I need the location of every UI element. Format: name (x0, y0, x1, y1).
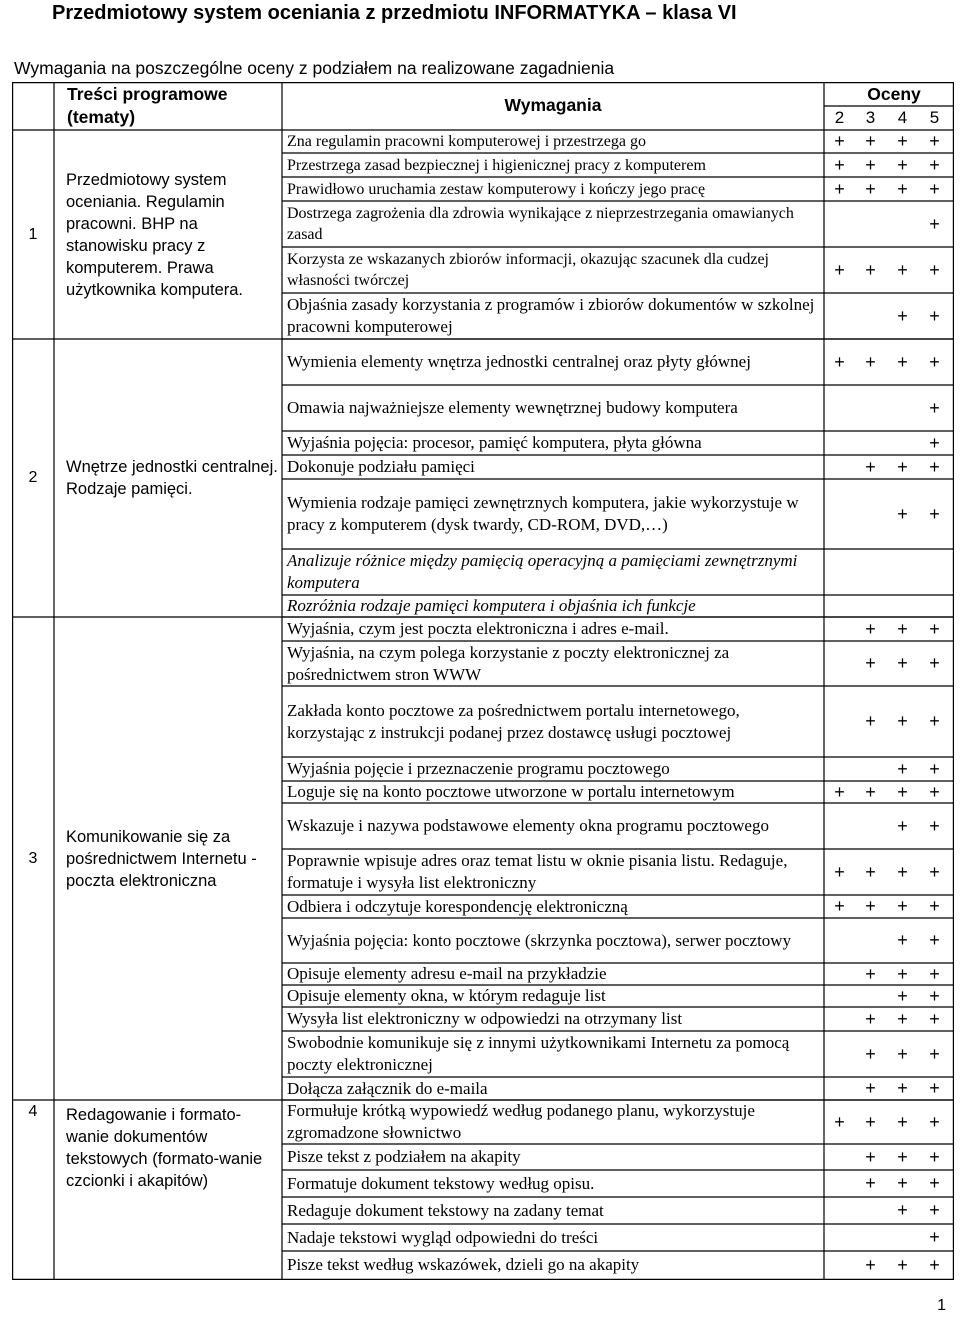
grade-col-5: 5 (929, 108, 940, 127)
page-number: 1 (937, 1297, 946, 1314)
grade-mark-4: + (897, 1078, 908, 1098)
requirement-text: Wymienia rodzaje pamięci zewnętrznych komputera, jakie wykorzystuje w pracy z komputerem (dysk twardy, CD-ROM, DVD,…) (287, 493, 799, 534)
grade-mark-5: + (929, 432, 940, 453)
grade-mark-5: + (929, 930, 940, 950)
grade-mark-3: + (865, 456, 876, 477)
header-grades: Oceny (867, 84, 921, 104)
requirement-text: Dokonuje podziału pamięci (287, 457, 475, 476)
grade-mark-4: + (897, 1146, 908, 1167)
grade-mark-4: + (897, 456, 908, 477)
grade-mark-5: + (929, 154, 940, 175)
grade-mark-3: + (865, 618, 876, 639)
requirements-table (12, 82, 954, 1280)
header-topics-label: Treści programowe (tematy) (67, 84, 228, 127)
requirement-text: Pisze tekst według wskazówek, dzieli go na akapity (287, 1255, 640, 1274)
requirement-text: Opisuje elementy okna, w którym redaguje list (287, 986, 606, 1005)
requirement-text: Dołącza załącznik do e-maila (287, 1078, 488, 1098)
requirement-text: Wysyła list elektroniczny w odpowiedzi na otrzymany list (287, 1009, 683, 1028)
grade-mark-4: + (897, 178, 908, 199)
requirement-text: Pisze tekst z podziałem na akapity (287, 1147, 521, 1166)
grade-mark-2: + (834, 178, 845, 199)
grade-mark-2: + (834, 896, 845, 916)
grade-mark-4: + (897, 653, 908, 673)
grade-mark-5: + (929, 503, 940, 524)
grade-col-4: 4 (897, 108, 908, 127)
grade-mark-5: + (929, 861, 940, 882)
grade-mark-5: + (929, 815, 940, 836)
grade-mark-3: + (865, 178, 876, 199)
requirement-text: Formułuje krótką wypowiedź według podanego planu, wykorzystuje zgromadzone słownictwo (287, 1101, 755, 1142)
grade-mark-4: + (897, 711, 908, 731)
header-requirements (282, 82, 824, 130)
grade-mark-5: + (929, 1254, 940, 1275)
grade-mark-4: + (897, 985, 908, 1006)
grade-mark-4: + (897, 305, 908, 326)
requirement-text: Wyjaśnia pojęcie i przeznaczenie programu pocztowego (287, 759, 670, 778)
section-topic: Redagowanie i formato-wanie dokumentów tekstowych (formato-wanie czcionki i akapitów) (66, 1106, 263, 1190)
grade-mark-5: + (929, 618, 940, 639)
grade-mark-2: + (834, 861, 845, 882)
grade-mark-2: + (834, 781, 845, 802)
grade-mark-5: + (929, 1078, 940, 1098)
requirement-text: Redaguje dokument tekstowy na zadany temat (287, 1200, 604, 1220)
grade-mark-5: + (929, 178, 940, 199)
grade-mark-3: + (865, 963, 876, 984)
requirement-text: Loguje się na konto pocztowe utworzone w portalu internetowym (287, 782, 735, 801)
grade-mark-3: + (865, 1146, 876, 1167)
grade-mark-4: + (897, 154, 908, 175)
requirement-text: Przestrzega zasad bezpiecznej i higienicznej pracy z komputerem (287, 156, 706, 174)
header-topics (54, 82, 282, 130)
requirement-text: Wyjaśnia, na czym polega korzystanie z poczty elektronicznej za pośrednictwem stron WWW (287, 642, 730, 684)
grade-mark-4: + (897, 1200, 908, 1220)
section-topic: Przedmiotowy system oceniania. Regulamin pracowni. BHP na stanowisku pracy z komputerem. Prawa użytkownika komputera. (66, 170, 243, 299)
grade-mark-4: + (897, 781, 908, 802)
grade-mark-4: + (897, 758, 908, 779)
grade-col-2: 2 (834, 108, 845, 127)
grade-mark-4: + (897, 1254, 908, 1275)
requirement-text: Nadaje tekstowi wygląd odpowiedni do treści (287, 1227, 599, 1247)
page-subtitle: Wymagania na poszczególne oceny z podziałem na realizowane zagadnienia (14, 58, 615, 78)
grade-mark-5: + (929, 963, 940, 984)
grade-mark-4: + (897, 815, 908, 836)
grade-mark-5: + (929, 1200, 940, 1220)
section-number: 3 (28, 849, 38, 867)
grade-mark-2: + (834, 154, 845, 175)
grade-mark-3: + (865, 154, 876, 175)
requirement-text: Zna regulamin pracowni komputerowej i przestrzega go (287, 133, 646, 150)
requirement-text: Wskazuje i nazywa podstawowe elementy okna programu pocztowego (287, 816, 769, 835)
requirement-text: Opisuje elementy adresu e-mail na przykładzie (287, 964, 607, 983)
grade-mark-4: + (897, 1111, 908, 1132)
grade-mark-5: + (929, 1043, 940, 1064)
grade-mark-4: + (897, 963, 908, 984)
requirement-text: Rozróżnia rodzaje pamięci komputera i objaśnia ich funkcje (287, 596, 696, 615)
section-number: 1 (28, 225, 38, 243)
requirement-text: Odbiera i odczytuje korespondencję elektroniczną (287, 896, 628, 916)
grade-mark-3: + (865, 259, 876, 280)
requirement-text: Objaśnia zasady korzystania z programów i zbiorów dokumentów w szkolnej pracowni komputerowej (287, 295, 815, 336)
requirement-text: Dostrzega zagrożenia dla zdrowia wynikające z nieprzestrzegania omawianych zasad (287, 205, 794, 243)
grade-mark-2: + (834, 1111, 845, 1132)
section-number: 2 (28, 469, 38, 486)
grade-mark-4: + (897, 131, 908, 151)
grade-mark-4: + (897, 503, 908, 524)
grade-mark-3: + (865, 1078, 876, 1098)
grade-mark-3: + (865, 1173, 876, 1193)
grade-mark-5: + (929, 1111, 940, 1132)
grade-col-3: 3 (865, 108, 876, 127)
grade-mark-3: + (865, 653, 876, 673)
grade-mark-3: + (865, 1008, 876, 1029)
grade-mark-4: + (897, 1173, 908, 1193)
grade-mark-4: + (897, 259, 908, 280)
requirement-text: Omawia najważniejsze elementy wewnętrznej budowy komputera (287, 398, 738, 417)
grade-mark-5: + (929, 351, 940, 372)
grade-mark-3: + (865, 711, 876, 731)
grade-mark-2: + (834, 259, 845, 280)
grade-mark-2: + (834, 351, 845, 372)
page-title: Przedmiotowy system oceniania z przedmiotu INFORMATYKA – klasa VI (52, 2, 737, 24)
grade-mark-4: + (897, 351, 908, 372)
grade-mark-5: + (929, 259, 940, 280)
requirement-text: Wymienia elementy wnętrza jednostki centralnej oraz płyty głównej (287, 352, 751, 371)
grade-mark-3: + (865, 351, 876, 372)
grade-mark-5: + (929, 1008, 940, 1029)
requirement-text: Prawidłowo uruchamia zestaw komputerowy i kończy jego pracę (287, 180, 706, 198)
section-topic: Komunikowanie się za pośrednictwem Internetu - poczta elektroniczna (66, 827, 257, 890)
grade-mark-4: + (897, 861, 908, 882)
grade-mark-5: + (929, 1146, 940, 1167)
grade-mark-5: + (929, 397, 940, 418)
grade-mark-3: + (865, 781, 876, 802)
grade-mark-5: + (929, 131, 940, 151)
grade-mark-4: + (897, 1008, 908, 1029)
grade-mark-5: + (929, 653, 940, 673)
requirement-text: Analizuje różnice między pamięcią operacyjną a pamięciami zewnętrznymi komputera (287, 551, 798, 592)
grade-mark-3: + (865, 131, 876, 151)
grade-mark-5: + (929, 985, 940, 1006)
requirement-text: Wyjaśnia pojęcia: procesor, pamięć komputera, płyta główna (287, 433, 702, 452)
grade-mark-5: + (929, 1173, 940, 1193)
requirement-text: Swobodnie komunikuje się z innymi użytkownikami Internetu za pomocą poczty elektronicznej (287, 1033, 790, 1074)
requirement-text: Wyjaśnia pojęcia: konto pocztowe (skrzynka pocztowa), serwer pocztowy (287, 930, 792, 950)
grade-mark-3: + (865, 861, 876, 882)
grade-mark-5: + (929, 758, 940, 779)
section-topic: Wnętrze jednostki centralnej. Rodzaje pamięci. (66, 458, 278, 498)
grade-mark-3: + (865, 1043, 876, 1064)
grade-mark-4: + (897, 930, 908, 950)
grade-mark-5: + (929, 711, 940, 731)
requirement-text: Poprawnie wpisuje adres oraz temat listu w oknie pisania listu. Redaguje, formatuje i wysyła list elektroniczny (287, 851, 788, 892)
grade-mark-5: + (929, 213, 940, 234)
grade-mark-5: + (929, 781, 940, 802)
requirement-text: Korzysta ze wskazanych zbiorów informacji, okazując szacunek dla cudzej własności twórczej (287, 251, 769, 289)
grade-mark-2: + (834, 131, 845, 151)
requirement-text: Formatuje dokument tekstowy według opisu. (287, 1173, 595, 1193)
header-requirements-label: Wymagania (504, 94, 602, 115)
grade-mark-3: + (865, 1254, 876, 1275)
grade-mark-4: + (897, 896, 908, 916)
requirement-text: Zakłada konto pocztowe za pośrednictwem portalu internetowego, korzystając z instrukcji podanej przez dostawcę usługi pocztowej (287, 700, 740, 742)
grade-mark-5: + (929, 305, 940, 326)
grade-mark-5: + (929, 456, 940, 477)
requirement-text: Wyjaśnia, czym jest poczta elektroniczna i adres e-mail. (287, 619, 669, 638)
grade-mark-5: + (929, 1227, 940, 1247)
grade-mark-4: + (897, 618, 908, 639)
section-number: 4 (28, 1103, 38, 1120)
grade-mark-4: + (897, 1043, 908, 1064)
grade-mark-3: + (865, 1111, 876, 1132)
grade-mark-5: + (929, 896, 940, 916)
grade-mark-3: + (865, 896, 876, 916)
